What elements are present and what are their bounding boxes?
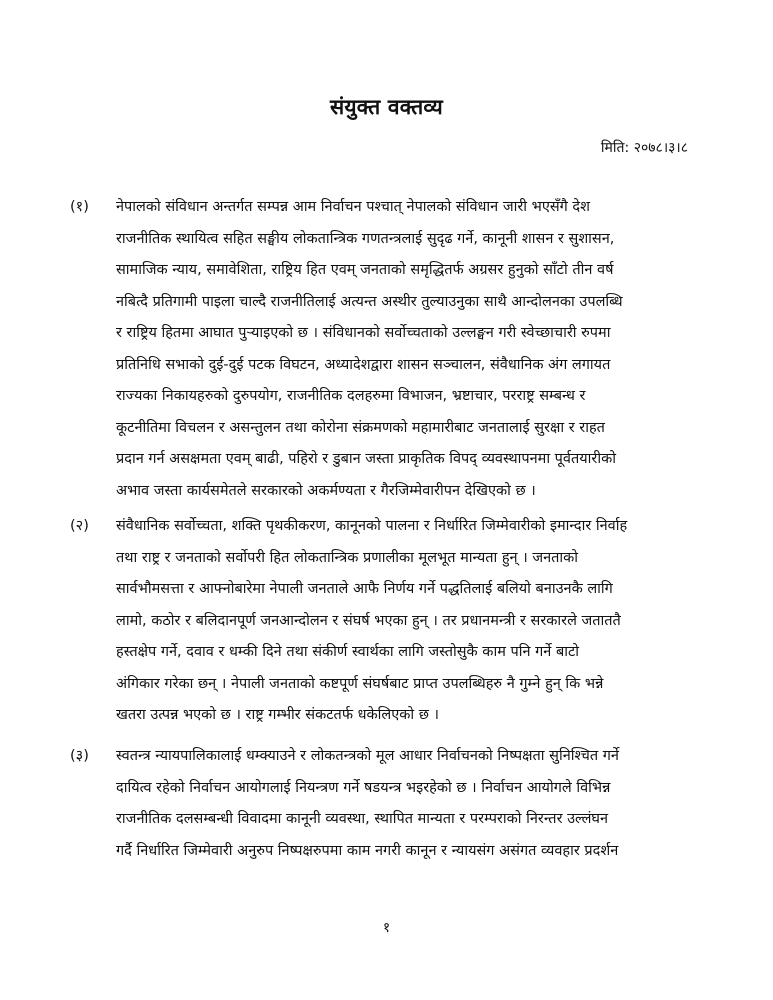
text-line: सामाजिक न्याय, समावेशिता, राष्ट्रिय हित एवम् जनताको समृद्धितर्फ अग्रसर हुनुको साँटो तीन वर्ष xyxy=(116,262,614,278)
text-line: लामो, कठोर र बलिदानपूर्ण जनआन्दोलन र संघर्ष भएका हुन् । तर प्रधानमन्त्री र सरकारले जताततै xyxy=(116,612,621,629)
text-line: स्वतन्त्र न्यायपालिकालाई धम्क्याउने र लोकतन्त्रको मूल आधार निर्वाचनको निष्पक्षता सुनिश्चित गर्ने xyxy=(116,748,619,764)
text-line: प्रतिनिधि सभाको दुई-दुई पटक विघटन, अध्यादेशद्वारा शासन सञ्चालन, संवैधानिक अंग लगायत xyxy=(116,356,611,373)
text-line: अभाव जस्ता कार्यसमेतले सरकारको अकर्मण्यता र गैरजिम्मेवारीपन देखिएको छ । xyxy=(116,482,536,499)
paragraph-1 xyxy=(70,192,700,507)
paragraph-body xyxy=(116,511,700,732)
paragraph-2 xyxy=(70,511,700,732)
text-line: हस्तक्षेप गर्ने, दवाव र धम्की दिने तथा संकीर्ण स्वार्थका लागि जस्तोसुकै काम पनि गर्ने बाटो xyxy=(116,644,580,660)
paragraph-body xyxy=(116,192,700,507)
text-line: राजनीतिक स्थायित्व सहित सङ्घीय लोकतान्त्रिक गणतन्त्रलाई सुदृढ गर्ने, कानूनी शासन र सुशासन, xyxy=(116,230,615,247)
paragraph-number: (३) xyxy=(70,748,89,764)
page-number: १ xyxy=(382,920,391,936)
text-line: सार्वभौमसत्ता र आफ्नोबारेमा नेपाली जनताले आफै निर्णय गर्ने पद्धतिलाई बलियो बनाउनकै लागि xyxy=(116,581,613,597)
text-line: गर्दै निर्धारित जिम्मेवारी अनुरुप निष्पक्षरुपमा काम नगरी कानून र न्यायसंग असंगत व्यवहार प्रदर्शन xyxy=(116,842,619,859)
text-line: राज्यका निकायहरुको दुरुपयोग, राजनीतिक दलहरुमा विभाजन, भ्रष्टाचार, परराष्ट्र सम्बन्ध र xyxy=(116,388,586,404)
text-line: कूटनीतिमा विचलन र असन्तुलन तथा कोरोना संक्रमणको महामारीबाट जनतालाई सुरक्षा र राहत xyxy=(116,419,605,436)
text-line: दायित्व रहेको निर्वाचन आयोगलाई नियन्त्रण गर्ने षडयन्त्र भइरहेको छ । निर्वाचन आयोगले विभिन्न xyxy=(116,779,611,796)
paragraph-number: (२) xyxy=(70,518,89,534)
text-line: र राष्ट्रिय हितमा आघात पुऱ्याइएको छ । संविधानको सर्वोच्चताको उल्लङ्घन गरी स्वेच्छाचारी रुपमा xyxy=(116,325,611,341)
text-line: संवैधानिक सर्वोच्चता, शक्ति पृथकीकरण, कानूनको पालना र निर्धारित जिम्मेवारीको इमान्दार निर्वाह xyxy=(116,518,628,534)
text-line: प्रदान गर्न असक्षमता एवम् बाढी, पहिरो र डुबान जस्ता प्राकृतिक विपद् व्यवस्थापनमा पूर्वतयारीको xyxy=(116,451,616,467)
document-title: संयुक्त वक्तव्य xyxy=(330,95,443,119)
paragraph-number: (१) xyxy=(70,199,89,215)
text-line: अंगिकार गरेका छन् । नेपाली जनताको कष्टपूर्ण संघर्षबाट प्राप्त उपलब्धिहरु नै गुम्ने हुन् कि भन्ने xyxy=(116,675,604,692)
document-date: मिति: २०७८।३।८ xyxy=(600,140,688,156)
text-line: तथा राष्ट्र र जनताको सर्वोपरी हित लोकतान्त्रिक प्रणालीका मूलभूत मान्यता हुन् । जनताको xyxy=(116,549,579,566)
text-line: नबित्दै प्रतिगामी पाइला चाल्दै राजनीतिलाई अत्यन्त अस्थीर तुल्याउनुका साथै आन्दोलनका उपलब्धि xyxy=(116,293,623,310)
text-line: राजनीतिक दलसम्बन्धी विवादमा कानूनी व्यवस्था, स्थापित मान्यता र परम्पराको निरन्तर उल्लंघन xyxy=(116,811,609,827)
text-line: खतरा उत्पन्न भएको छ । राष्ट्र गम्भीर संकटतर्फ धकेलिएको छ । xyxy=(116,707,440,723)
paragraph-body xyxy=(116,741,700,867)
paragraph-3 xyxy=(70,741,700,867)
text-line: नेपालको संविधान अन्तर्गत सम्पन्न आम निर्वाचन पश्चात् नेपालको संविधान जारी भएसँगै देश xyxy=(116,199,590,215)
